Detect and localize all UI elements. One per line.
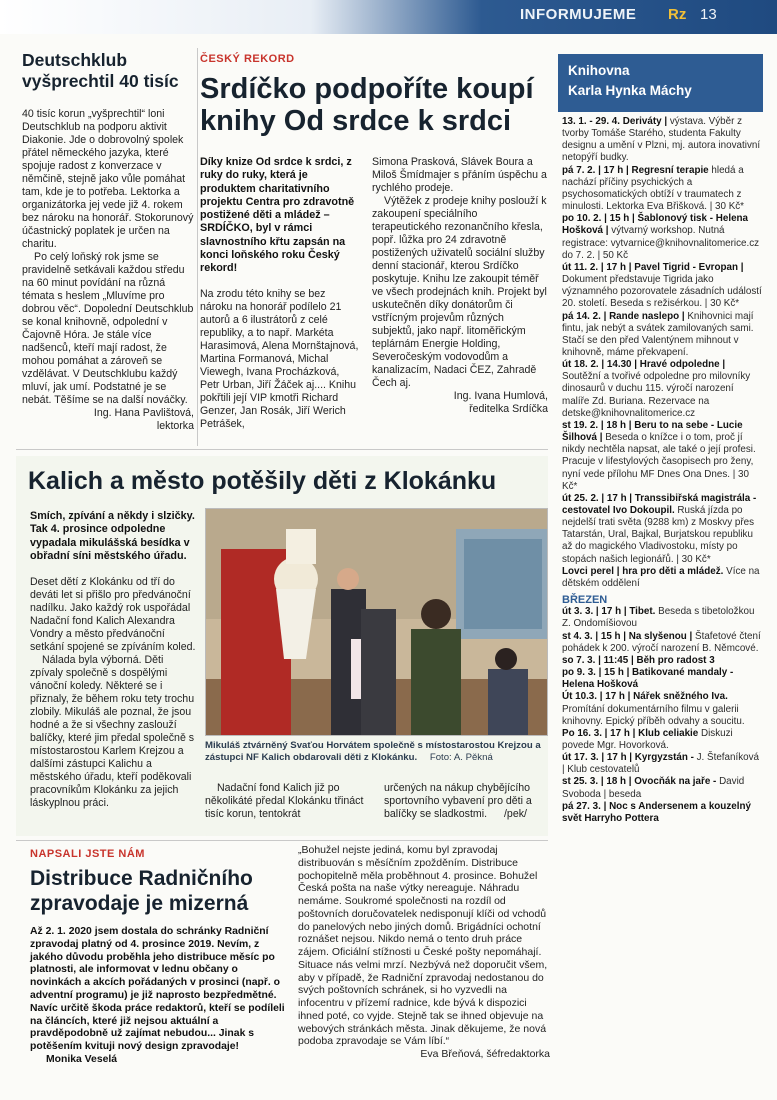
event-date: po 10. 2. | 15 h | Šablonový tisk - Helena Hošková | xyxy=(562,213,749,237)
library-event xyxy=(562,262,762,311)
event-description: Promítání dokumentárního filmu v galerii knihovny. Epický příběh odvahy a soucitu. xyxy=(562,703,745,727)
distribuce-kicker: NAPSALI JSTE NÁM xyxy=(30,848,145,860)
kalich-paragraph-2: Nálada byla výborná. Děti zpívaly společně s dospělými vánoční koledy. Některé se i přiznaly, že během roku tety trochu zlobily. Mikuláš ale poznal, že jsou hodné a že si všechny zaslouží balíčky, které jim předal společně s místostarostou Karlem Krejzou a dalšími zástupci Kalichu a městského úřadu, kteří poděkovali pracovníkům Klokánku za jejich láskyplnou práci. xyxy=(30,654,195,809)
kalich-column-3 xyxy=(384,782,548,821)
event-description: Soutěžní a tvořivé odpoledne pro milovníky dinosaurů v duchu 115. výročí narození malíře Zd. Buriana. Rezervace na detske@knihovnalitomerice.cz xyxy=(562,371,751,419)
photo-caption xyxy=(205,740,548,764)
library-event xyxy=(562,728,762,752)
kalich-column-2: Nadační fond Kalich již po několikáté předal Klokánku třináct tisíc korun, tentokrát xyxy=(205,782,364,820)
event-date: st 19. 2. | 18 h | Beru to na sebe - Lucie Šilhová | xyxy=(562,419,743,444)
event-description: Dokument představuje Tigrida jako významného pozorovatele zásadních událostí 20. století. Beseda s režisérkou. | 30 Kč* xyxy=(562,274,762,310)
photo-illustration xyxy=(206,509,548,736)
section-divider xyxy=(16,840,548,841)
srdicko-column-2b: Výtěžek z prodeje knihy poslouží k zakoupení speciálního terapeutického rezonančního křesla, popř. lůžka pro 24 zdravotně postižených uživatelů sociální služby denní stacionář, kterou Srdíčko poskytuje. Knihu lze zakoupit téměř ve všech prodejnách knih. Projekt byl uskutečněn díky donátorům či vstřícným projevům různých subjektů, jako např. litoměřickým teplárnám Energie Holding, Severočeským vodovodům a kanalizacím, Nadaci ČEZ, Zahradě Čech aj. xyxy=(372,195,547,389)
deutschklub-body xyxy=(22,108,194,433)
srdicko-kicker: ČESKÝ REKORD xyxy=(200,53,295,65)
srdicko-column-2a: Simona Prasková, Slávek Boura a Miloš Šmídmajer s přáním úspěchu a rychlého prodeje. xyxy=(372,156,547,194)
kalich-paragraph-1: Deset dětí z Klokánku od tří do deváti let si přišlo pro předvánoční nadílku. Jako každý rok uspořádal Nadační fond Kalich Alexandra Vondry a město předvánoční setkání spojené se zpíváním koled. xyxy=(30,576,196,653)
srdicko-column-1: Na zrodu této knihy se bez nároku na honorář podílelo 21 autorů a 6 ilustrátorů z celé republiky, a to např. Markéta Harasimová, Alena Mornštajnová, Martina Formanová, Michal Viewegh, Ivana Procházková, Petr Urban, Jiří Žáček aj.... Knihu pokřtili její VIP kmotři Richard Genzer, Jan Rosák, Jiří Werich Petrášek, xyxy=(200,288,359,430)
event-date: pá 7. 2. | 17 h | Regresní terapie xyxy=(562,164,709,176)
page-number: 13 xyxy=(700,6,717,23)
page-header-bar xyxy=(0,0,777,34)
event-description: výstava. Výběr z tvorby Tomáše Starého, studenta Fakulty designu a umění v Plzni, mj. autora inovativní netopýří budky. xyxy=(562,116,761,164)
srdicko-signature: Ing. Ivana Humlová, ředitelka Srdíčka xyxy=(453,390,548,415)
library-event xyxy=(562,493,762,566)
distribuce-lead-text: Až 2. 1. 2020 jsem dostala do schránky Radniční zpravodaj platný od 4. prosince 2019. Nevím, z jakého důvodu proběhla jeho distribuce měsíc po platnosti, ale informovat v lednu občany o novinkách a akcích pořádaných v prosinci (např. o adventní programu) je již naprosto bezpředmětné. Navíc určitě škoda práce redaktorů, kteří se podíleli na článcích, které již nejsou aktuální a pravděpodobně už zajímat nebudou... Jinak s potěšením kvituji nový design zpravodaje! xyxy=(30,926,285,1053)
library-event xyxy=(562,691,762,727)
event-date: Lovci perel | hra pro děti a mládež. xyxy=(562,565,724,577)
library-title-line-2: Karla Hynka Máchy xyxy=(568,83,692,98)
library-event xyxy=(562,213,762,262)
event-description: Ruská jízda po nejdelší trati světa (9288 km) z Moskvy přes Tatarstán, Ural, Bajkal, Burjatskou republiku až do magického Vladivostoku, místy po stopách našich legionářů. | 30 Kč* xyxy=(562,505,755,565)
kalich-signature: /pek/ xyxy=(503,808,527,820)
event-date: pá 27. 3. | Noc s Andersenem a kouzelný svět Harryho Pottera xyxy=(562,800,751,824)
event-date: so 7. 3. | 11:45 | Běh pro radost 3 xyxy=(562,654,715,666)
caption-text: Mikuláš ztvárněný Svaťou Horvátem společně s místostarostou Krejzou a zástupci NF Kalich obdarovali děti z Klokánku. xyxy=(205,740,541,763)
event-date: po 9. 3. | 15 h | Batikované mandaly - Helena Hošková xyxy=(562,667,734,691)
srdicko-title: Srdíčko podpoříte koupí knihy Od srdce k srdci xyxy=(200,73,534,137)
library-event xyxy=(562,311,762,360)
section-divider xyxy=(16,449,548,450)
distribuce-reply xyxy=(298,844,550,1061)
event-date: út 3. 3. | 17 h | Tibet. xyxy=(562,606,656,618)
section-label: INFORMUJEME xyxy=(520,6,637,23)
library-event xyxy=(562,566,762,590)
srdicko-column-2 xyxy=(372,156,548,416)
distribuce-reply-signature: Eva Břeňová, šéfredaktorka xyxy=(420,1048,550,1060)
event-date: út 18. 2. | 14.30 | Hravé odpoledne | xyxy=(562,359,726,371)
deutschklub-signature: Ing. Hana Pavlištová, lektorka xyxy=(93,407,194,432)
distribuce-lead xyxy=(30,926,286,1067)
distribuce-reply-text: „Bohužel nejste jediná, komu byl zpravodaj distribuován s měsíčním zpožděním. Distribuce pochopitelně měla proběhnout 4. prosince. Bohužel Česká pošta na naše výtky nereaguje. Náhradu nemáme. Soukromé společnosti na rozdíl od poštovních doručovatelek nedisponují klíči od vchodů do panelových nebo jiných domů. Brigádníci ochotní roznášet nejsou. Nikdo nemá o tento druh práce zájem. Oficiální stížnosti u České pošty nepomáhají. Situace nás velmi mrzí. Nezbývá než doporučit všem, aby v případě, že Radniční zpravodaj nedostanou do svých poštovních schránek, si ho vyzvedli na infocentru v přízemí radnice, kde bývá k dispozici ihned poté, co vyjde. Stejně tak se ihned objevuje na webových stránkách města. Jinak děkujeme, že nová podoba zpravodaje se Vám líbí.“ xyxy=(298,844,548,1048)
event-description: Více na dětském oddělení xyxy=(562,565,760,589)
event-date: st 25. 3. | 18 h | Ovocňák na jaře - xyxy=(562,776,717,788)
kalich-title: Kalich a město potěšily děti z Klokánku xyxy=(28,467,497,495)
event-description: Diskuzi povede Mgr. Hovorková. xyxy=(562,727,733,751)
library-event xyxy=(562,165,762,214)
february-events xyxy=(562,116,762,590)
magazine-mark: Rz xyxy=(668,6,687,23)
event-description: Beseda o knížce i o tom, proč jí nikdy nechtěla napsat, ale také o její profesi. Pracuje v lifestylových časopisech pro ženy, nyní vede přílohu MF Dnes Ona Dnes. | 30 Kč* xyxy=(562,432,756,492)
kalich-body xyxy=(30,576,196,810)
event-description: výtvarný workshop. Nutná registrace: vytvarnice@knihovnalitomerice.cz do 7. 2. | 50 Kč xyxy=(562,225,760,261)
library-header xyxy=(558,54,763,112)
srdicko-lead: Díky knize Od srdce k srdci, z ruky do ruky, která je produktem charitativního projektu Centra pro zdravotně postižené děti a mládež – SRDÍČKO, byl v rámci slavnostního křtu zapsán na konci loňského roku Český rekord! xyxy=(200,156,355,275)
march-heading: BŘEZEN xyxy=(562,594,608,607)
event-date: út 11. 2. | 17 h | Pavel Tigrid - Evropan | xyxy=(562,261,744,273)
event-description: Štafetové čtení pohádek k 200. výročí narození B. Němcové. xyxy=(562,630,761,654)
column-divider xyxy=(197,48,198,446)
library-events xyxy=(562,116,762,825)
march-events xyxy=(562,606,762,825)
library-event xyxy=(562,801,762,825)
library-event xyxy=(562,776,762,800)
deutschklub-title: Deutschklub vyšprechtil 40 tisíc xyxy=(22,50,179,91)
library-event xyxy=(562,606,762,630)
library-event xyxy=(562,420,762,493)
event-date: 13. 1. - 29. 4. Deriváty | xyxy=(562,116,668,127)
library-event xyxy=(562,667,762,691)
event-description: J. Štefaníková | Klub cestovatelů xyxy=(562,752,760,776)
distribuce-lead-signature: Monika Veselá xyxy=(46,1053,118,1065)
library-event xyxy=(562,655,762,667)
library-event xyxy=(562,631,762,655)
event-description: Knihovnici mají fintu, jak nebýt a svátek zamilovaných sami. Stačí se den před Valentýnem mihnout v knihovně, máme překvapení. xyxy=(562,310,754,358)
deutschklub-paragraph-2: Po celý loňský rok jsme se pravidelně setkávali každou středu na 60 minut povídání na různá témata s heslem „Mluvíme pro dobrou věc“. Dopolední Deutschklub se konal knihovně, odpolední v Čajovně Hóra. Je stále více nadšenců, kteří mají radost, že mohou pomáhat a zároveň se vzdělávat. V Deutschklubu každý mluví, jak umí. Podstatné je se nebát. Těšíme se na další nováčky. xyxy=(22,251,194,406)
photo-credit: Foto: A. Pěkná xyxy=(429,752,493,763)
event-date: Út 10.3. | 17 h | Nářek sněžného Iva. xyxy=(562,691,728,703)
library-event xyxy=(562,116,762,165)
distribuce-title: Distribuce Radničního zpravodaje je mizerná xyxy=(30,867,253,915)
event-description: David Svoboda | beseda xyxy=(562,776,745,800)
library-event xyxy=(562,359,762,420)
library-event xyxy=(562,752,762,776)
event-date: Po 16. 3. | 17 h | Klub celiakie xyxy=(562,727,699,739)
event-description: hledá a nachází příčiny psychických a psychosomatických obtíží v traumatech z minulosti. Lektorka Eva Břišková. | 30 Kč* xyxy=(562,164,745,213)
event-date: út 25. 2. | 17 h | Transsibiřská magistrála - cestovatel Ivo Dokoupil. xyxy=(562,492,757,516)
kalich-lead: Smích, zpívání a někdy i slzičky. Tak 4. prosince odpoledne vypadala mikulášská besídka v obřadní síni městského úřadu. xyxy=(30,510,195,562)
event-date: út 17. 3. | 17 h | Kyrgyzstán - xyxy=(562,752,694,764)
event-date: st 4. 3. | 15 h | Na slyšenou | xyxy=(562,630,693,642)
event-date: pá 14. 2. | Rande naslepo | xyxy=(562,310,685,322)
event-description: Beseda s tibetoložkou Z. Ondomíšiovou xyxy=(562,606,755,630)
kalich-photo xyxy=(205,508,548,736)
library-title-line-1: Knihovna xyxy=(568,63,630,78)
deutschklub-paragraph-1: 40 tisíc korun „vyšprechtil“ loni Deutschklub na podporu aktivit Diakonie. Jde o dobrovolný spolek přátel německého jazyka, které spojuje radost z konverzace v němčině, stejně jako vůle pomáhat tam, kde je to potřeba. Lektorka a organizátorka jej vede již 4. rokem bez nároku na honorář. Stokorunový účastnický poplatek je určen na charitu. xyxy=(22,108,194,250)
kalich-column-3-text: určených na nákup chybějícího sportovního vybavení pro děti a balíčky se sladkostmi. xyxy=(384,782,532,820)
